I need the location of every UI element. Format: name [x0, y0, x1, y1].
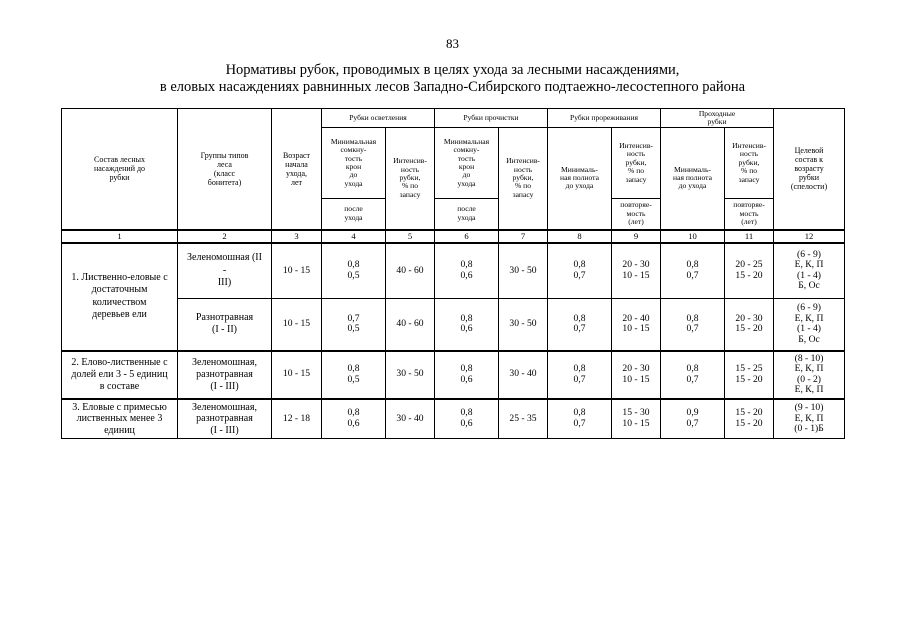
value-cell: 30 - 50: [499, 299, 548, 351]
header-forest-type: Группы типов леса (класс бонитета): [178, 109, 272, 230]
value-cell: 0,8 0,5: [322, 243, 386, 299]
column-number: 4: [322, 230, 386, 243]
target-composition-cell: (6 - 9) Е, К, П (1 - 4) Б, Ос: [774, 299, 845, 351]
value-cell: 20 - 40 10 - 15: [612, 299, 661, 351]
column-number: 6: [435, 230, 499, 243]
target-composition-cell: (6 - 9) Е, К, П (1 - 4) Б, Ос: [774, 243, 845, 299]
value-cell: 0,8 0,7: [548, 399, 612, 439]
value-cell: 20 - 25 15 - 20: [725, 243, 774, 299]
value-cell: 0,8 0,7: [548, 351, 612, 399]
header-min-density: Минималь- ная полнота до ухода: [548, 128, 612, 230]
column-number: 5: [386, 230, 435, 243]
value-cell: 30 - 50: [386, 351, 435, 399]
header-min-closure: Минимальная сомкну- тость крон до ухода: [322, 128, 386, 199]
header-intensity: Интенсив- ность рубки, % по запасу: [612, 128, 661, 199]
value-cell: 15 - 25 15 - 20: [725, 351, 774, 399]
norms-table: [61, 108, 845, 439]
title-line-1: Нормативы рубок, проводимых в целях ухода за лесными насаждениями,: [225, 62, 680, 78]
page-number: 83: [446, 36, 459, 51]
composition-cell: 2. Елово-лиственные с долей ели 3 - 5 единиц в составе: [62, 351, 178, 399]
column-number-row: [62, 230, 845, 243]
value-cell: 30 - 40: [386, 399, 435, 439]
value-cell: 20 - 30 10 - 15: [612, 243, 661, 299]
column-number: 9: [612, 230, 661, 243]
forest-type-cell: Зеленомошная (II - III): [178, 243, 272, 299]
column-number: 1: [62, 230, 178, 243]
age-cell: 10 - 15: [272, 243, 322, 299]
header-after-care: после ухода: [435, 199, 499, 230]
column-number: 8: [548, 230, 612, 243]
header-composition: Состав лесных насаждений до рубки: [62, 109, 178, 230]
value-cell: 20 - 30 15 - 20: [725, 299, 774, 351]
header-cleaning: Рубки прочистки: [435, 109, 548, 128]
value-cell: 0,8 0,6: [435, 243, 499, 299]
column-number: 3: [272, 230, 322, 243]
age-cell: 10 - 15: [272, 299, 322, 351]
value-cell: 40 - 60: [386, 299, 435, 351]
value-cell: 0,7 0,5: [322, 299, 386, 351]
column-number: 11: [725, 230, 774, 243]
table-row: [62, 243, 845, 299]
composition-cell: 3. Еловые с примесью лиственных менее 3 единиц: [62, 399, 178, 439]
value-cell: 0,9 0,7: [661, 399, 725, 439]
target-composition-cell: (8 - 10) Е, К, П (0 - 2) Е, К, П: [774, 351, 845, 399]
value-cell: 0,8 0,6: [435, 351, 499, 399]
column-number: 7: [499, 230, 548, 243]
header-intensity: Интенсив- ность рубки, % по запасу: [386, 128, 435, 230]
header-min-density: Минималь- ная полнота до ухода: [661, 128, 725, 230]
value-cell: 0,8 0,7: [661, 351, 725, 399]
table-row: [62, 299, 845, 351]
header-after-care: после ухода: [322, 199, 386, 230]
value-cell: 15 - 20 15 - 20: [725, 399, 774, 439]
header-passage: Проходные рубки: [661, 109, 774, 128]
value-cell: 0,8 0,7: [548, 299, 612, 351]
table-row: [62, 399, 845, 439]
forest-type-cell: Зеленомошная, разнотравная (I - III): [178, 399, 272, 439]
value-cell: 0,8 0,6: [322, 399, 386, 439]
page-title: [0, 62, 905, 96]
header-repeat: повторяе- мость (лет): [725, 199, 774, 230]
title-line-2: в еловых насаждениях равнинных лесов Западно-Сибирского подтаежно-лесостепного района: [159, 79, 746, 95]
value-cell: 0,8 0,6: [435, 399, 499, 439]
column-number: 12: [774, 230, 845, 243]
header-thinning: Рубки прореживания: [548, 109, 661, 128]
header-clearing: Рубки осветления: [322, 109, 435, 128]
value-cell: 40 - 60: [386, 243, 435, 299]
age-cell: 10 - 15: [272, 351, 322, 399]
value-cell: 25 - 35: [499, 399, 548, 439]
value-cell: 0,8 0,7: [548, 243, 612, 299]
value-cell: 0,8 0,5: [322, 351, 386, 399]
value-cell: 0,8 0,7: [661, 243, 725, 299]
forest-type-cell: Разнотравная (I - II): [178, 299, 272, 351]
column-number: 10: [661, 230, 725, 243]
value-cell: 30 - 40: [499, 351, 548, 399]
value-cell: 0,8 0,6: [435, 299, 499, 351]
header-row-1: [62, 109, 845, 128]
value-cell: 0,8 0,7: [661, 299, 725, 351]
header-start-age: Возраст начала ухода, лет: [272, 109, 322, 230]
composition-cell: 1. Лиственно-еловые с достаточным количеством деревьев ели: [62, 243, 178, 351]
age-cell: 12 - 18: [272, 399, 322, 439]
target-composition-cell: (9 - 10) Е, К, П (0 - 1)Б: [774, 399, 845, 439]
value-cell: 30 - 50: [499, 243, 548, 299]
forest-type-cell: Зеленомошная, разнотравная (I - III): [178, 351, 272, 399]
header-intensity: Интенсив- ность рубки, % по запасу: [725, 128, 774, 199]
header-repeat: повторяе- мость (лет): [612, 199, 661, 230]
header-intensity: Интенсив- ность рубки, % по запасу: [499, 128, 548, 230]
column-number: 2: [178, 230, 272, 243]
header-target: Целевой состав к возрасту рубки (спелости): [774, 109, 845, 230]
value-cell: 20 - 30 10 - 15: [612, 351, 661, 399]
value-cell: 15 - 30 10 - 15: [612, 399, 661, 439]
table-row: [62, 351, 845, 399]
header-min-closure: Минимальная сомкну- тость крон до ухода: [435, 128, 499, 199]
